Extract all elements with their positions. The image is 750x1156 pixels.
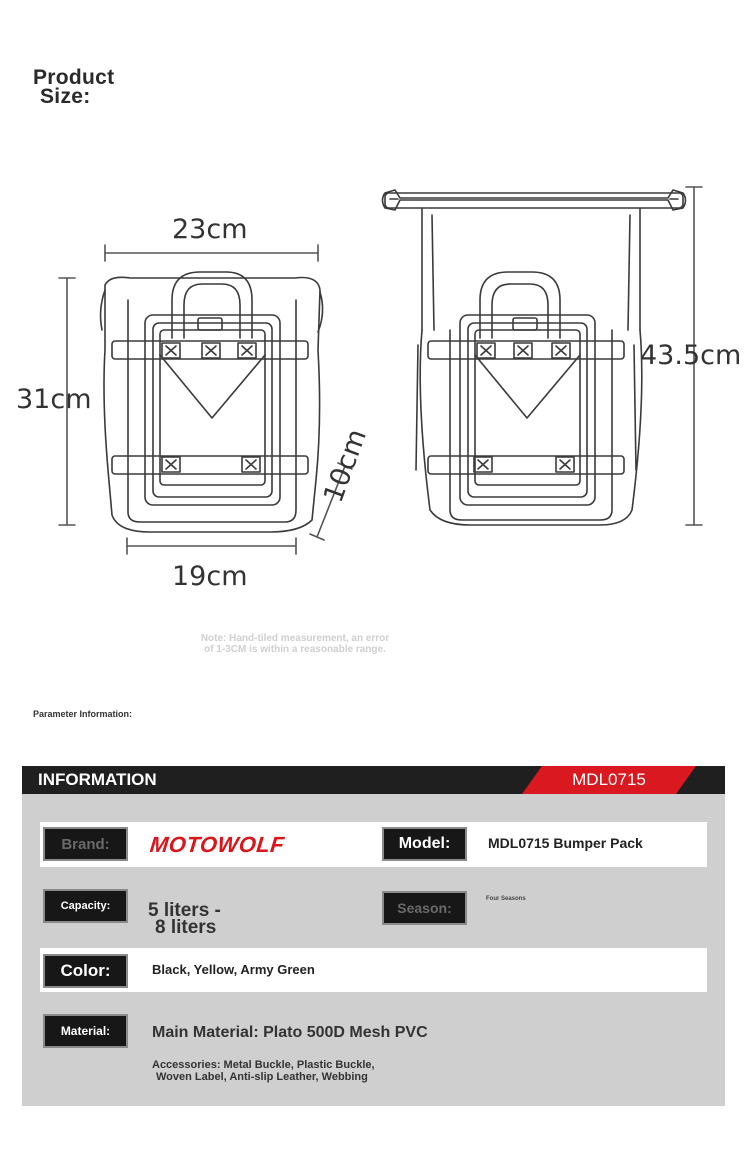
width-top-dimension-line bbox=[105, 245, 318, 261]
model-code: MDL0715 bbox=[572, 770, 646, 789]
note-line-2: of 1-3CM is within a reasonable range. bbox=[204, 644, 386, 655]
bag-front-view-rolled bbox=[101, 272, 323, 532]
width-top-label: 23cm bbox=[172, 214, 248, 245]
page-title bbox=[33, 68, 114, 106]
color-value: Black, Yellow, Army Green bbox=[152, 962, 315, 977]
capacity-line-2: 8 liters bbox=[155, 917, 217, 938]
width-bottom-dimension-line bbox=[127, 538, 296, 554]
accessories-value bbox=[152, 1059, 375, 1083]
motowolf-logo: MOTOWOLF bbox=[148, 832, 286, 857]
brand-label: Brand: bbox=[45, 829, 126, 859]
season-label: Season: bbox=[384, 893, 465, 923]
parameter-heading: Parameter Information: bbox=[33, 709, 133, 719]
row-color bbox=[40, 948, 707, 992]
season-value: Four Seasons bbox=[486, 896, 526, 902]
material-label: Material: bbox=[45, 1016, 126, 1046]
model-value: MDL0715 Bumper Pack bbox=[488, 835, 643, 851]
color-label: Color: bbox=[45, 956, 126, 986]
note-line-1: Note: Hand-tiled measurement, an error bbox=[200, 633, 390, 644]
title-line-2: Size: bbox=[40, 85, 91, 108]
title-line-1: Product bbox=[33, 66, 115, 89]
height-left-label: 31cm bbox=[16, 384, 92, 415]
accessories-line-1: Accessories: Metal Buckle, Plastic Buckle, bbox=[152, 1059, 375, 1071]
model-label: Model: bbox=[384, 829, 465, 859]
capacity-label: Capacity: bbox=[45, 891, 126, 921]
information-title: INFORMATION bbox=[38, 770, 157, 789]
capacity-line-1: 5 liters - bbox=[148, 900, 221, 921]
measurement-note bbox=[150, 633, 440, 655]
width-bottom-label: 19cm bbox=[172, 561, 248, 592]
product-size-diagram bbox=[0, 160, 750, 620]
height-extended-label: 43.5cm bbox=[640, 340, 742, 371]
material-value: Main Material: Plato 500D Mesh PVC bbox=[152, 1024, 428, 1041]
accessories-line-2: Woven Label, Anti-slip Leather, Webbing bbox=[156, 1071, 368, 1083]
depth-label: 10cm bbox=[318, 425, 373, 507]
information-panel bbox=[22, 766, 725, 1106]
capacity-value bbox=[148, 902, 221, 936]
